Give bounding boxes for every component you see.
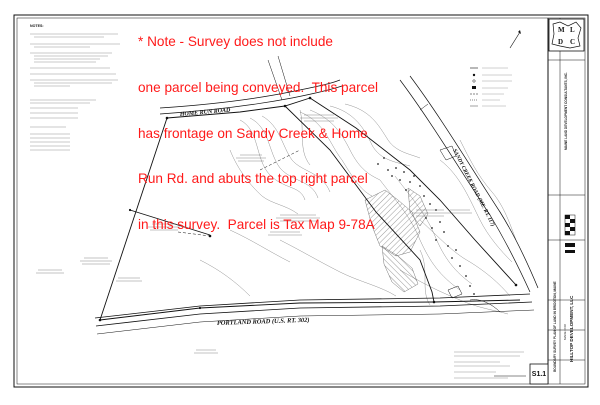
note-line-5: in this survey. Parcel is Tax Map 9-78A [138, 216, 375, 232]
svg-text:M: M [558, 26, 565, 34]
owner-name: HILLTOP DEVELOPMENT, LLC [569, 295, 574, 362]
sheet-number: S1.1 [531, 371, 547, 378]
note-line-1: * Note - Survey does not include [138, 34, 333, 50]
certification-block [454, 352, 526, 378]
legend [470, 30, 521, 106]
sandy-creek-road-label: SANDY CREEK ROAD (ME. RT. 117) [451, 148, 496, 228]
owner-prefix: MADE FOR [563, 324, 567, 340]
title-block [530, 18, 585, 384]
svg-text:D: D [558, 38, 564, 46]
svg-text:C: C [570, 38, 576, 46]
site-features [440, 146, 500, 312]
project-title: BOUNDARY SURVEY PLAN OF LAND IN BRIDGTON, MAINE [553, 281, 557, 372]
svg-text:L: L [570, 26, 575, 34]
notes-header: NOTES: [30, 24, 44, 28]
mldc-logo [552, 22, 581, 48]
portland-road-label: PORTLAND ROAD (U.S. RT. 302) [216, 316, 310, 327]
survey-note [138, 4, 438, 247]
graphic-scale [565, 215, 575, 253]
note-line-3: has frontage on Sandy Creek & Home [138, 125, 368, 141]
home-run-road-label: HOME RUN ROAD [179, 107, 231, 118]
note-line-4: Run Rd. and abuts the top right parcel [138, 171, 368, 187]
portland-road [95, 294, 534, 334]
note-line-2: one parcel being conveyed. This parcel [138, 80, 379, 96]
notes-panel [30, 24, 120, 150]
company-side-text: MAINE LAND DEVELOPMENT CONSULTANTS, INC. [564, 72, 568, 150]
